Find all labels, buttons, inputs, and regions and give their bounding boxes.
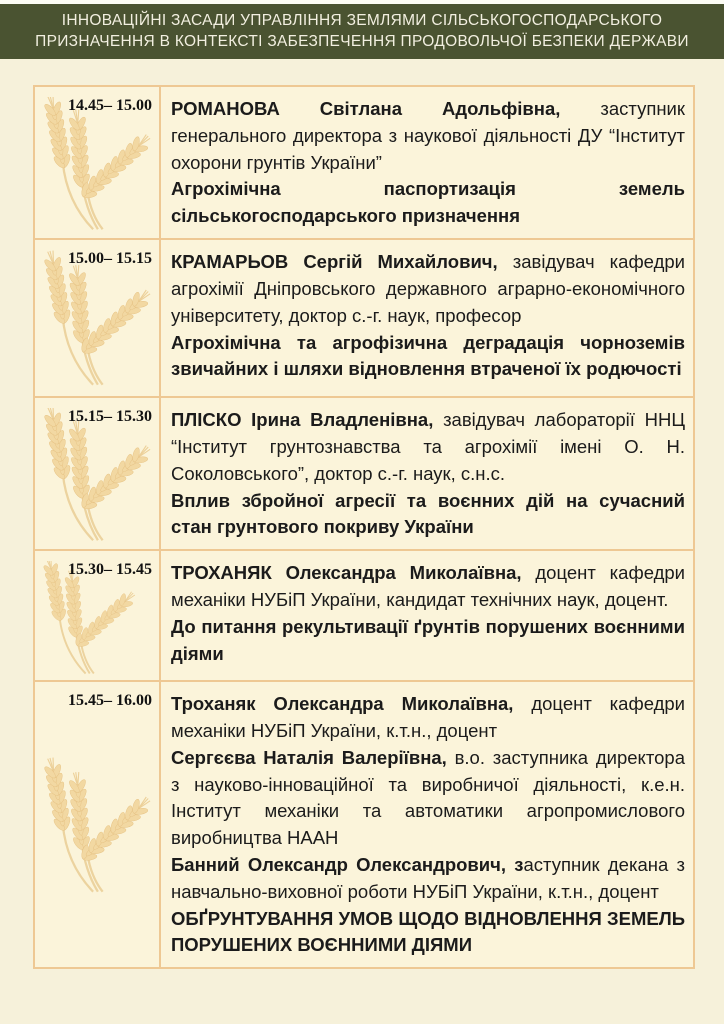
speaker-name-or-emphasis: До питання рекультивації ґрунтів порушених воєнними діями bbox=[171, 615, 685, 664]
session-topic bbox=[171, 614, 685, 668]
session-time: 15.15– 15.30 bbox=[68, 408, 152, 426]
table-row bbox=[35, 549, 693, 680]
speaker-name-or-emphasis: Агрохімічна та агрофізична деградація чорноземів звичайних і шляхи відновлення втраченої їх родючості bbox=[171, 331, 685, 380]
conference-title-line-1: ІННОВАЦІЙНІ ЗАСАДИ УПРАВЛІННЯ ЗЕМЛЯМИ СІЛЬСЬКОГОСПОДАРСЬКОГО bbox=[61, 12, 663, 29]
speaker-name-or-emphasis: Вплив збройної агресії та воєнних дій на сучасний стан грунтового покриву України bbox=[171, 489, 685, 538]
session-time: 15.00– 15.15 bbox=[68, 250, 152, 268]
time-cell bbox=[35, 551, 161, 680]
speaker-info bbox=[171, 96, 685, 176]
speaker-name-or-emphasis: Банний Олександр Олександрович, з bbox=[171, 854, 524, 875]
session-details bbox=[161, 551, 693, 680]
speaker-name-or-emphasis: ОБҐРУНТУВАННЯ УМОВ ЩОДО ВІДНОВЛЕННЯ ЗЕМЕЛЬ ПОРУШЕНИХ ВОЄННИМИ ДІЯМИ bbox=[171, 907, 685, 956]
speaker-affiliation: завідувач кафедри агрохімії Дніпровського державного аграрно-економічного університету, доктор с.-г. наук, професор bbox=[171, 251, 685, 326]
session-topic bbox=[171, 488, 685, 542]
speaker-name-or-emphasis: КРАМАРЬОВ Сергій Михайлович, bbox=[171, 251, 498, 273]
speaker-affiliation: завідувач лабораторії ННЦ “Інститут грунтознавства та агрохімії імені О. Н. Соколовського”, доктор с.-г. наук, с.н.с. bbox=[171, 409, 686, 484]
table-row bbox=[35, 238, 693, 396]
session-topic bbox=[171, 906, 685, 960]
speaker-info bbox=[171, 560, 685, 614]
session-details bbox=[161, 398, 693, 549]
program-table bbox=[33, 85, 695, 969]
speaker-affiliation: доцент кафедри механіки НУБіП України, к.т.н., доцент bbox=[171, 693, 685, 741]
header-banner bbox=[0, 4, 724, 59]
speaker-info bbox=[171, 691, 685, 745]
table-row bbox=[35, 87, 693, 238]
speaker-name-or-emphasis: Агрохімічна паспортизація земель сільськогосподарського призначення bbox=[171, 178, 685, 227]
time-cell bbox=[35, 682, 161, 967]
speaker-info bbox=[171, 249, 685, 329]
speaker-name-or-emphasis: ПЛІСКО Ірина Владленівна, bbox=[171, 409, 434, 431]
table-row bbox=[35, 396, 693, 549]
speaker-name-or-emphasis: Сергєєва Наталія Валеріївна, bbox=[171, 746, 447, 768]
session-details bbox=[161, 240, 693, 396]
wheat-ear-icon bbox=[38, 97, 154, 234]
speaker-info bbox=[171, 407, 685, 487]
speaker-affiliation: в.о. заступника директора з науково-інноваційної та виробничої діяльності, к.е.н. Інститут механіки та автоматики агропромислового виробництва НААН bbox=[171, 746, 685, 849]
time-cell bbox=[35, 240, 161, 396]
speaker-name-or-emphasis: ТРОХАНЯК Олександра Миколаївна, bbox=[171, 562, 522, 584]
session-time: 15.45– 16.00 bbox=[68, 692, 152, 710]
session-time: 15.30– 15.45 bbox=[68, 561, 152, 579]
session-topic bbox=[171, 176, 685, 230]
speaker-name-or-emphasis: Троханяк Олександра Миколаївна, bbox=[171, 693, 514, 715]
wheat-ear-icon bbox=[38, 250, 154, 392]
speaker-affiliation: заступник генерального директора з наукової діяльності ДУ “Інститут охорони грунтів України” bbox=[171, 98, 685, 173]
session-time: 14.45– 15.00 bbox=[68, 97, 152, 114]
speaker-info bbox=[171, 852, 685, 906]
session-topic bbox=[171, 330, 685, 384]
speaker-info bbox=[171, 745, 685, 852]
wheat-ear-icon bbox=[38, 692, 154, 963]
time-cell bbox=[35, 87, 161, 238]
speaker-name-or-emphasis: РОМАНОВА Світлана Адольфівна, bbox=[171, 98, 561, 119]
speaker-affiliation: аступник декана з навчально-виховної роботи НУБіП України, к.т.н., доцент bbox=[171, 854, 685, 902]
table-row bbox=[35, 680, 693, 967]
speaker-affiliation: доцент кафедри механіки НУБіП України, кандидат технічних наук, доцент. bbox=[171, 562, 685, 610]
session-details bbox=[161, 682, 693, 967]
conference-title-line-2: ПРИЗНАЧЕННЯ В КОНТЕКСТІ ЗАБЕЗПЕЧЕННЯ ПРОДОВОЛЬЧОЇ БЕЗПЕКИ ДЕРЖАВИ bbox=[35, 33, 689, 50]
time-cell bbox=[35, 398, 161, 549]
wheat-ear-icon bbox=[38, 408, 154, 545]
session-details bbox=[161, 87, 693, 238]
